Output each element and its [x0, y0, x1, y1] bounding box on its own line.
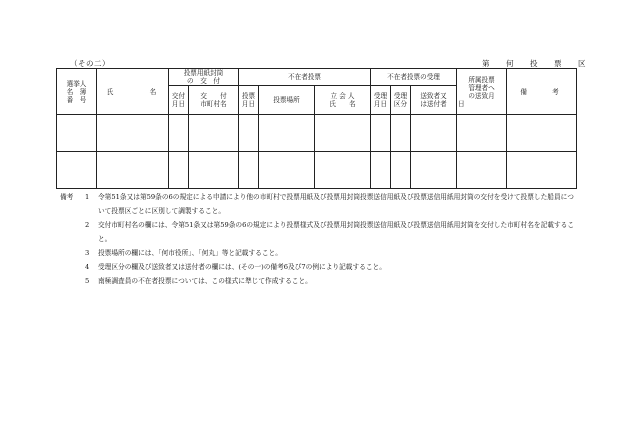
form-subtitle: （その二） — [70, 59, 110, 68]
header-elector-number: 選挙人 名 簿 番 号 — [57, 69, 97, 115]
header-issue-date: 交付 月日 — [169, 86, 189, 115]
header-accept-type: 受理 区分 — [391, 86, 411, 115]
absentee-vote-register-table — [56, 68, 577, 189]
table-row — [57, 152, 577, 189]
remarks-lead: 備考 — [60, 193, 74, 201]
remark-item: 4 受理区分の欄及び送致者又は送付者の欄には、(その一)の備考6及び7の例により記載すること。 — [85, 263, 386, 271]
header-witness: 立 会 人 氏 名 — [315, 86, 371, 115]
remark-item: 2 交付市町村名の欄には、令第51条又は第59条の6の規定により投票様式及び投票用封筒投票送信用紙及び投票送信用紙用封筒を交付した市町村名を記載すること。 — [85, 221, 575, 243]
table-row — [57, 115, 577, 152]
remark-item: 5 南極調査員の不在者投票については、この様式に準じて作成すること。 — [85, 277, 312, 285]
header-vote-place: 投票場所 — [259, 86, 315, 115]
header-vote-date: 投票 月日 — [239, 86, 259, 115]
header-accept-date: 受理 月日 — [371, 86, 391, 115]
remark-item: 3 投票場所の欄には、「何市役所」、「何丸」等と記載すること。 — [85, 249, 282, 257]
remarks-section — [60, 190, 580, 288]
header-acceptance-group: 不在者投票の受理 — [371, 69, 457, 86]
header-absentee-vote-group: 不在者投票 — [239, 69, 371, 86]
header-issuing-city: 交 付 市町村名 — [189, 86, 239, 115]
header-ballot-issue-group: 投票用紙封筒 の 交 付 — [169, 69, 239, 86]
header-transfer-date: 所属投票 管理者へ の送致月 日 — [457, 69, 507, 115]
header-name: 氏 名 — [97, 69, 169, 115]
remark-item: 備考 1 令第51条又は第59条の6の規定による申請により他の市町村で投票用紙及び投票用封筒投票送信用紙及び投票送信用紙用封筒の交付を受けて投票した船員について投票区ごとに区別して調製すること。 — [60, 190, 580, 218]
voting-district-label: 第 何 投 票 区 — [482, 59, 590, 68]
header-remarks: 備 考 — [507, 69, 577, 115]
header-sender: 送致者又 は送付者 — [411, 86, 457, 115]
